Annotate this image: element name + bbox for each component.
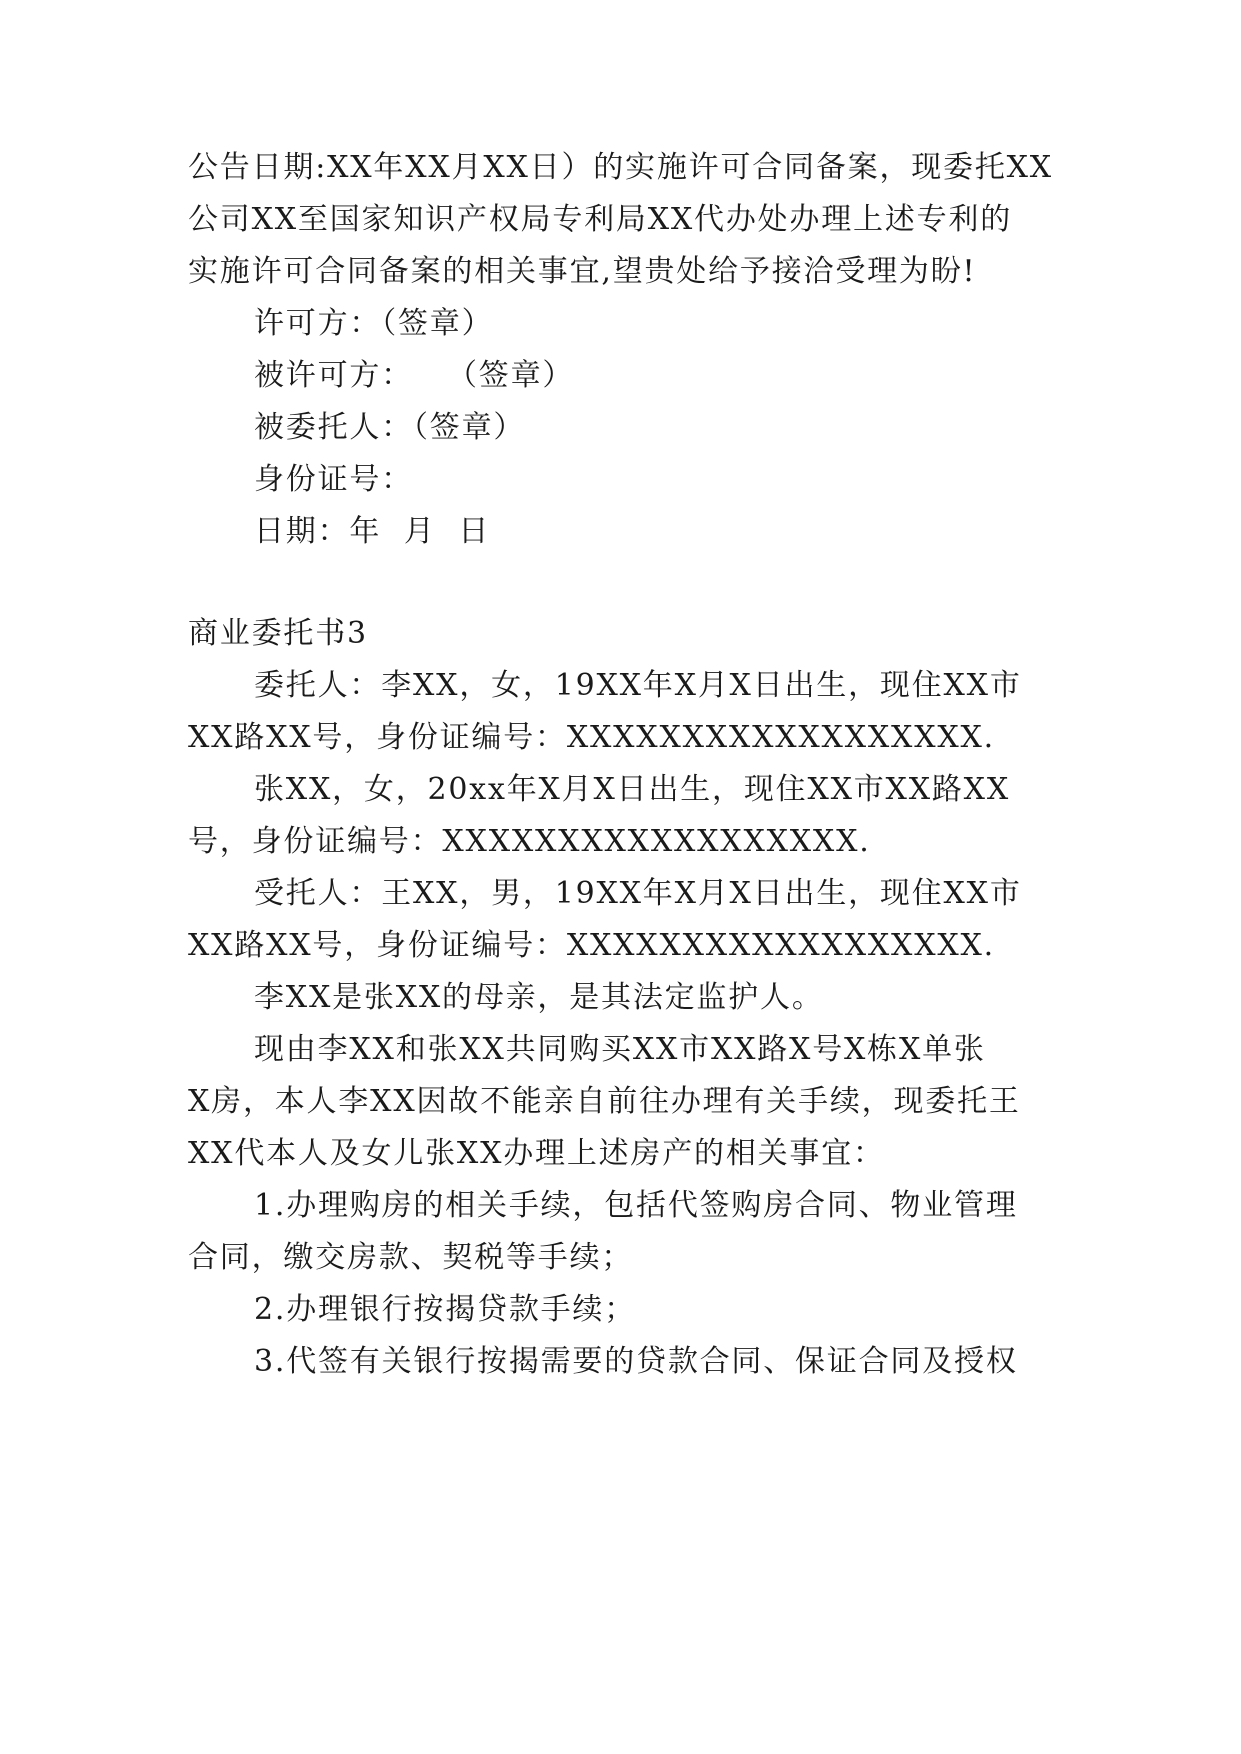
paragraph-line: 公司XX至国家知识产权局专利局XX代办处办理上述专利的 xyxy=(188,202,1013,237)
paragraph-line: XX路XX号，身份证编号：XXXXXXXXXXXXXXXXXX. xyxy=(188,720,995,755)
signature-entrusted: 被委托人：（签章） xyxy=(254,410,526,445)
list-item: 2.办理银行按揭贷款手续； xyxy=(254,1292,637,1327)
paragraph-line: 受托人：王XX，男，19XX年X月X日出生，现住XX市 xyxy=(254,876,1022,911)
paragraph-line: 实施许可合同备案的相关事宜,望贵处给予接洽受理为盼! xyxy=(188,254,977,289)
list-item: 1.办理购房的相关手续，包括代签购房合同、物业管理 xyxy=(254,1188,1018,1223)
paragraph-line: XX代本人及女儿张XX办理上述房产的相关事宜： xyxy=(188,1136,885,1171)
paragraph-line: 李XX是张XX的母亲，是其法定监护人。 xyxy=(254,980,824,1015)
date-label: 日期：年 月 日 xyxy=(254,514,491,549)
paragraph-line: 号，身份证编号：XXXXXXXXXXXXXXXXXX. xyxy=(188,824,871,859)
paragraph-line: 张XX，女，20xx年X月X日出生，现住XX市XX路XX xyxy=(254,772,1010,807)
section-heading: 商业委托书3 xyxy=(188,616,368,651)
signature-licensee: 被许可方： （签章） xyxy=(254,358,575,393)
paragraph-line: 公告日期:XX年XX月XX日）的实施许可合同备案，现委托XX xyxy=(188,150,1053,185)
paragraph-line: XX路XX号，身份证编号：XXXXXXXXXXXXXXXXXX. xyxy=(188,928,995,963)
paragraph-line: 委托人：李XX，女，19XX年X月X日出生，现住XX市 xyxy=(254,668,1022,703)
paragraph-line: 合同，缴交房款、契税等手续； xyxy=(188,1240,634,1275)
signature-licensor: 许可方：（签章） xyxy=(254,306,494,341)
paragraph-line: 现由李XX和张XX共同购买XX市XX路X号X栋X单张 xyxy=(254,1032,986,1067)
paragraph-line: X房，本人李XX因故不能亲自前往办理有关手续，现委托王 xyxy=(188,1084,1021,1119)
id-number-label: 身份证号： xyxy=(254,462,413,497)
list-item: 3.代签有关银行按揭需要的贷款合同、保证合同及授权 xyxy=(254,1344,1018,1379)
